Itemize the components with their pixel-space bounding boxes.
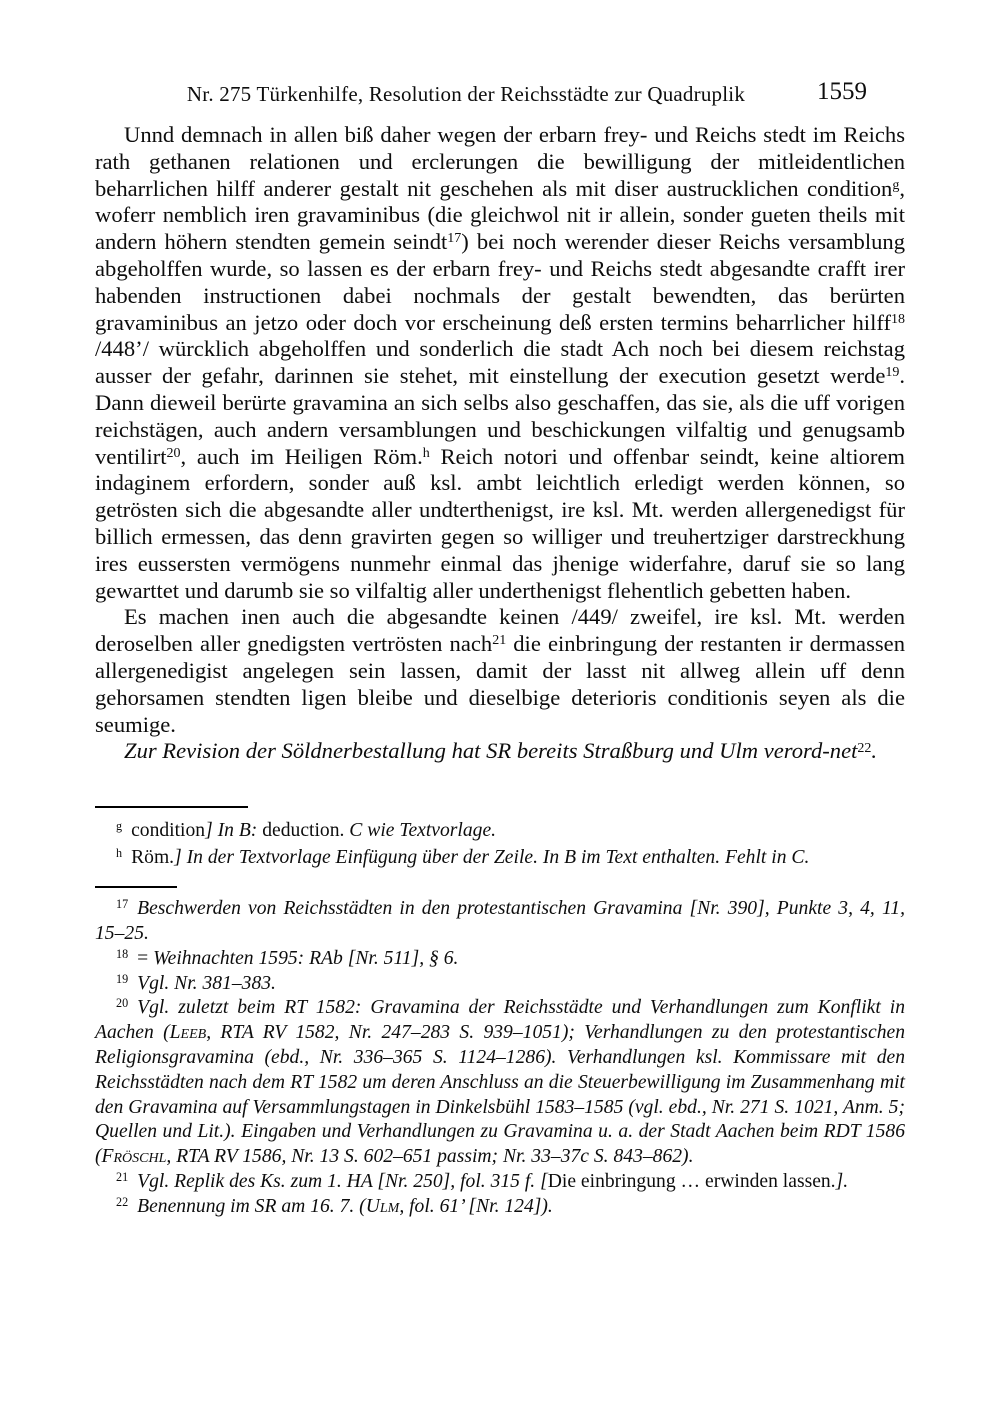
text-run: ] In der Textvorlage Einfügung über der Zeile. In B im Text enthalten. Fehlt in C. [174,847,810,869]
paragraph [95,604,905,738]
footnote [95,996,905,1170]
page-number: 1559 [817,78,867,105]
critical-apparatus [95,806,905,871]
text-run: ] In B: [205,820,263,842]
superscript-note-reference: 21 [492,633,507,649]
note-mark: 19 [116,971,129,986]
text-run: C wie Textvorlage. [349,820,497,842]
superscript-note-reference: 18 [891,311,905,327]
text-run: , RTA RV 1586, Nr. 13 S. 602–651 passim; Nr. 33–37c S. 843–862). [166,1146,694,1168]
text-run: Fröschl [101,1146,167,1168]
superscript-note-reference: 22 [857,740,872,756]
note-mark: 22 [116,1194,129,1209]
text-run: Weihnachten 1595: RAb [Nr. 511], § 6. [153,947,459,969]
superscript-note-reference: g [892,177,900,193]
text-run: /448’/ würcklich abgeholffen und sonderlich die stadt Ach noch bei diesem reichstag ausser der gefahr, darinnen sie stehet, mit einstellung der execution gesetzt werde [95,336,905,389]
text-run: , auch im Heiligen Röm. [180,443,423,469]
apparatus-note [95,844,905,871]
apparatus-note [95,817,905,844]
text-run: condition [131,820,206,842]
text-run: Vgl. Replik des Ks. zum 1. HA [Nr. 250], fol. 315 f. [ [137,1170,548,1192]
text-run: , woferr nemblich iren gravaminibus (die gleichwol nit ir allein, sonder gueten theils mit andern höhern stendten gemein seindt [95,175,905,255]
text-run: Vgl. zuletzt beim RT 1582: Gravamina der Reichsstädte und Verhandlungen zum Konflikt in Aachen ( [95,997,905,1044]
text-run: die einbringung der restanten ir dermassen allergenedigist angelegen sein lassen, damit der lasst nit allweg allein uff denn gehorsamen stendten ligen bleibe und dieselbige deterioris conditionis seyen als die seumige. [95,631,905,737]
text-run: = [137,947,154,969]
text-run: Ulm [365,1195,400,1217]
superscript-note-reference: h [422,445,430,461]
footnote [95,972,905,997]
footnotes-list [95,897,905,1219]
text-run: Beschwerden von Reichsstädten in den protestantischen Gravamina [Nr. 390], Punkte 3, 4, 11, 15–25. [95,898,905,944]
superscript-note-reference: 19 [885,365,900,381]
text-run: Röm. [131,847,175,869]
text-run: Vgl. Nr. 381–383. [137,972,276,994]
text-run: Benennung im SR am 16. 7. ( [137,1195,366,1217]
footnote [95,897,905,947]
note-mark: 18 [116,946,129,961]
footnote-divider-rule [95,886,177,888]
footnote [95,947,905,972]
text-run: . Dann dieweil berürte gravamina an sich selbs also geschaffen, das sie, als die uff vorigen reichstägen, auch andern versamblungen und beschickungen vilfaltig und genugsamb ventilirt [95,363,905,469]
running-head-title: Nr. 275 Türkenhilfe, Resolution der Reichsstädte zur Quadruplik [186,82,746,106]
paragraph [95,122,905,604]
superscript-note-reference: 17 [447,231,462,247]
text-run: Es machen inen auch die abgesandte keinen /449/ zweifel, ire ksl. Mt. werden deroselben aller gnedigsten vertrösten nach [95,604,905,657]
text-run: , RTA RV 1582, Nr. 247–283 S. 939–1051); Verhandlungen zu den protestantischen Religionsgravamina (ebd., Nr. 336–365 S. 1124–1286). Verhandlungen ksl. Kommissare mit den Reichsstädten nach dem RT 1582 um deren Anschluss an die Steuerbewilligung im Zusammenhang mit den Gravamina auf Versammlungstagen in Dinkelsbühl 1583–1585 (vgl. ebd., Nr. 271 S. 1021, Anm. 5; Quellen und Lit.). Eingaben und Verhandlungen zu Gravamina u. a. der Stadt Aachen beim RDT 1586 ( [95,1022,905,1168]
text-run: Reich notori und offenbar seindt, keine altiorem indaginem erfordern, sonder auß ksl. ambt leichtlich erledigt werden können, so getrösten sich die abgesandte aller undterthenigst, ire ksl. Mt. werden allergenedigst für billich ermessen, das denn gravirten gegen so williger und treuhertziger darstreckhung ires eussersten vermögens nunmehr einmal das jhenige widerfahre, daruf sie so lang gewarttet und darumb sie so vilfaltig aller underthenigst flehentlich gebetten haben. [95,443,905,603]
note-mark: 17 [116,897,129,912]
text-run: . [871,738,878,764]
note-mark: 21 [116,1170,129,1185]
text-run: Unnd demnach in allen biß daher wegen der erbarn frey- und Reichs stedt im Reichs rath gethanen relationen und erclerungen die bewilligung der mitleidentlichen beharrlichen hilff anderer gestalt nit geschehen als mit diser austrucklichen condition [95,122,905,201]
superscript-note-reference: 20 [166,445,181,461]
paragraph [95,738,905,765]
text-run: Die einbringung … erwinden lassen. [547,1170,836,1192]
footnotes-section [95,886,905,1219]
text-run: ) bei noch werender dieser Reichs versamblung abgeholffen wurde, so lassen es der erbarn frey- und Reichs stedt abgesandte crafft irer habenden instructionen dabei nochmals der gestalt bewendten, das berürten gravaminibus an jetzo oder doch vor erscheinung deß ersten termins beharrlicher hilff [95,229,905,335]
apparatus-notes-list [95,817,905,871]
text-run: ]. [835,1170,849,1192]
main-text-block [95,122,905,765]
footnote [95,1170,905,1195]
note-mark: 20 [116,996,129,1011]
apparatus-divider-rule [95,806,248,808]
text-run: Zur Revision der Söldnerbestallung hat SR bereits Straßburg und Ulm verord-net [124,738,858,764]
text-run: , fol. 61’ [Nr. 124]). [399,1195,553,1217]
note-mark: g [116,819,123,834]
text-run: Leeb [169,1022,207,1044]
text-run: deduction. [262,820,350,842]
footnote [95,1195,905,1220]
note-mark: h [116,846,123,861]
running-head [95,78,905,112]
